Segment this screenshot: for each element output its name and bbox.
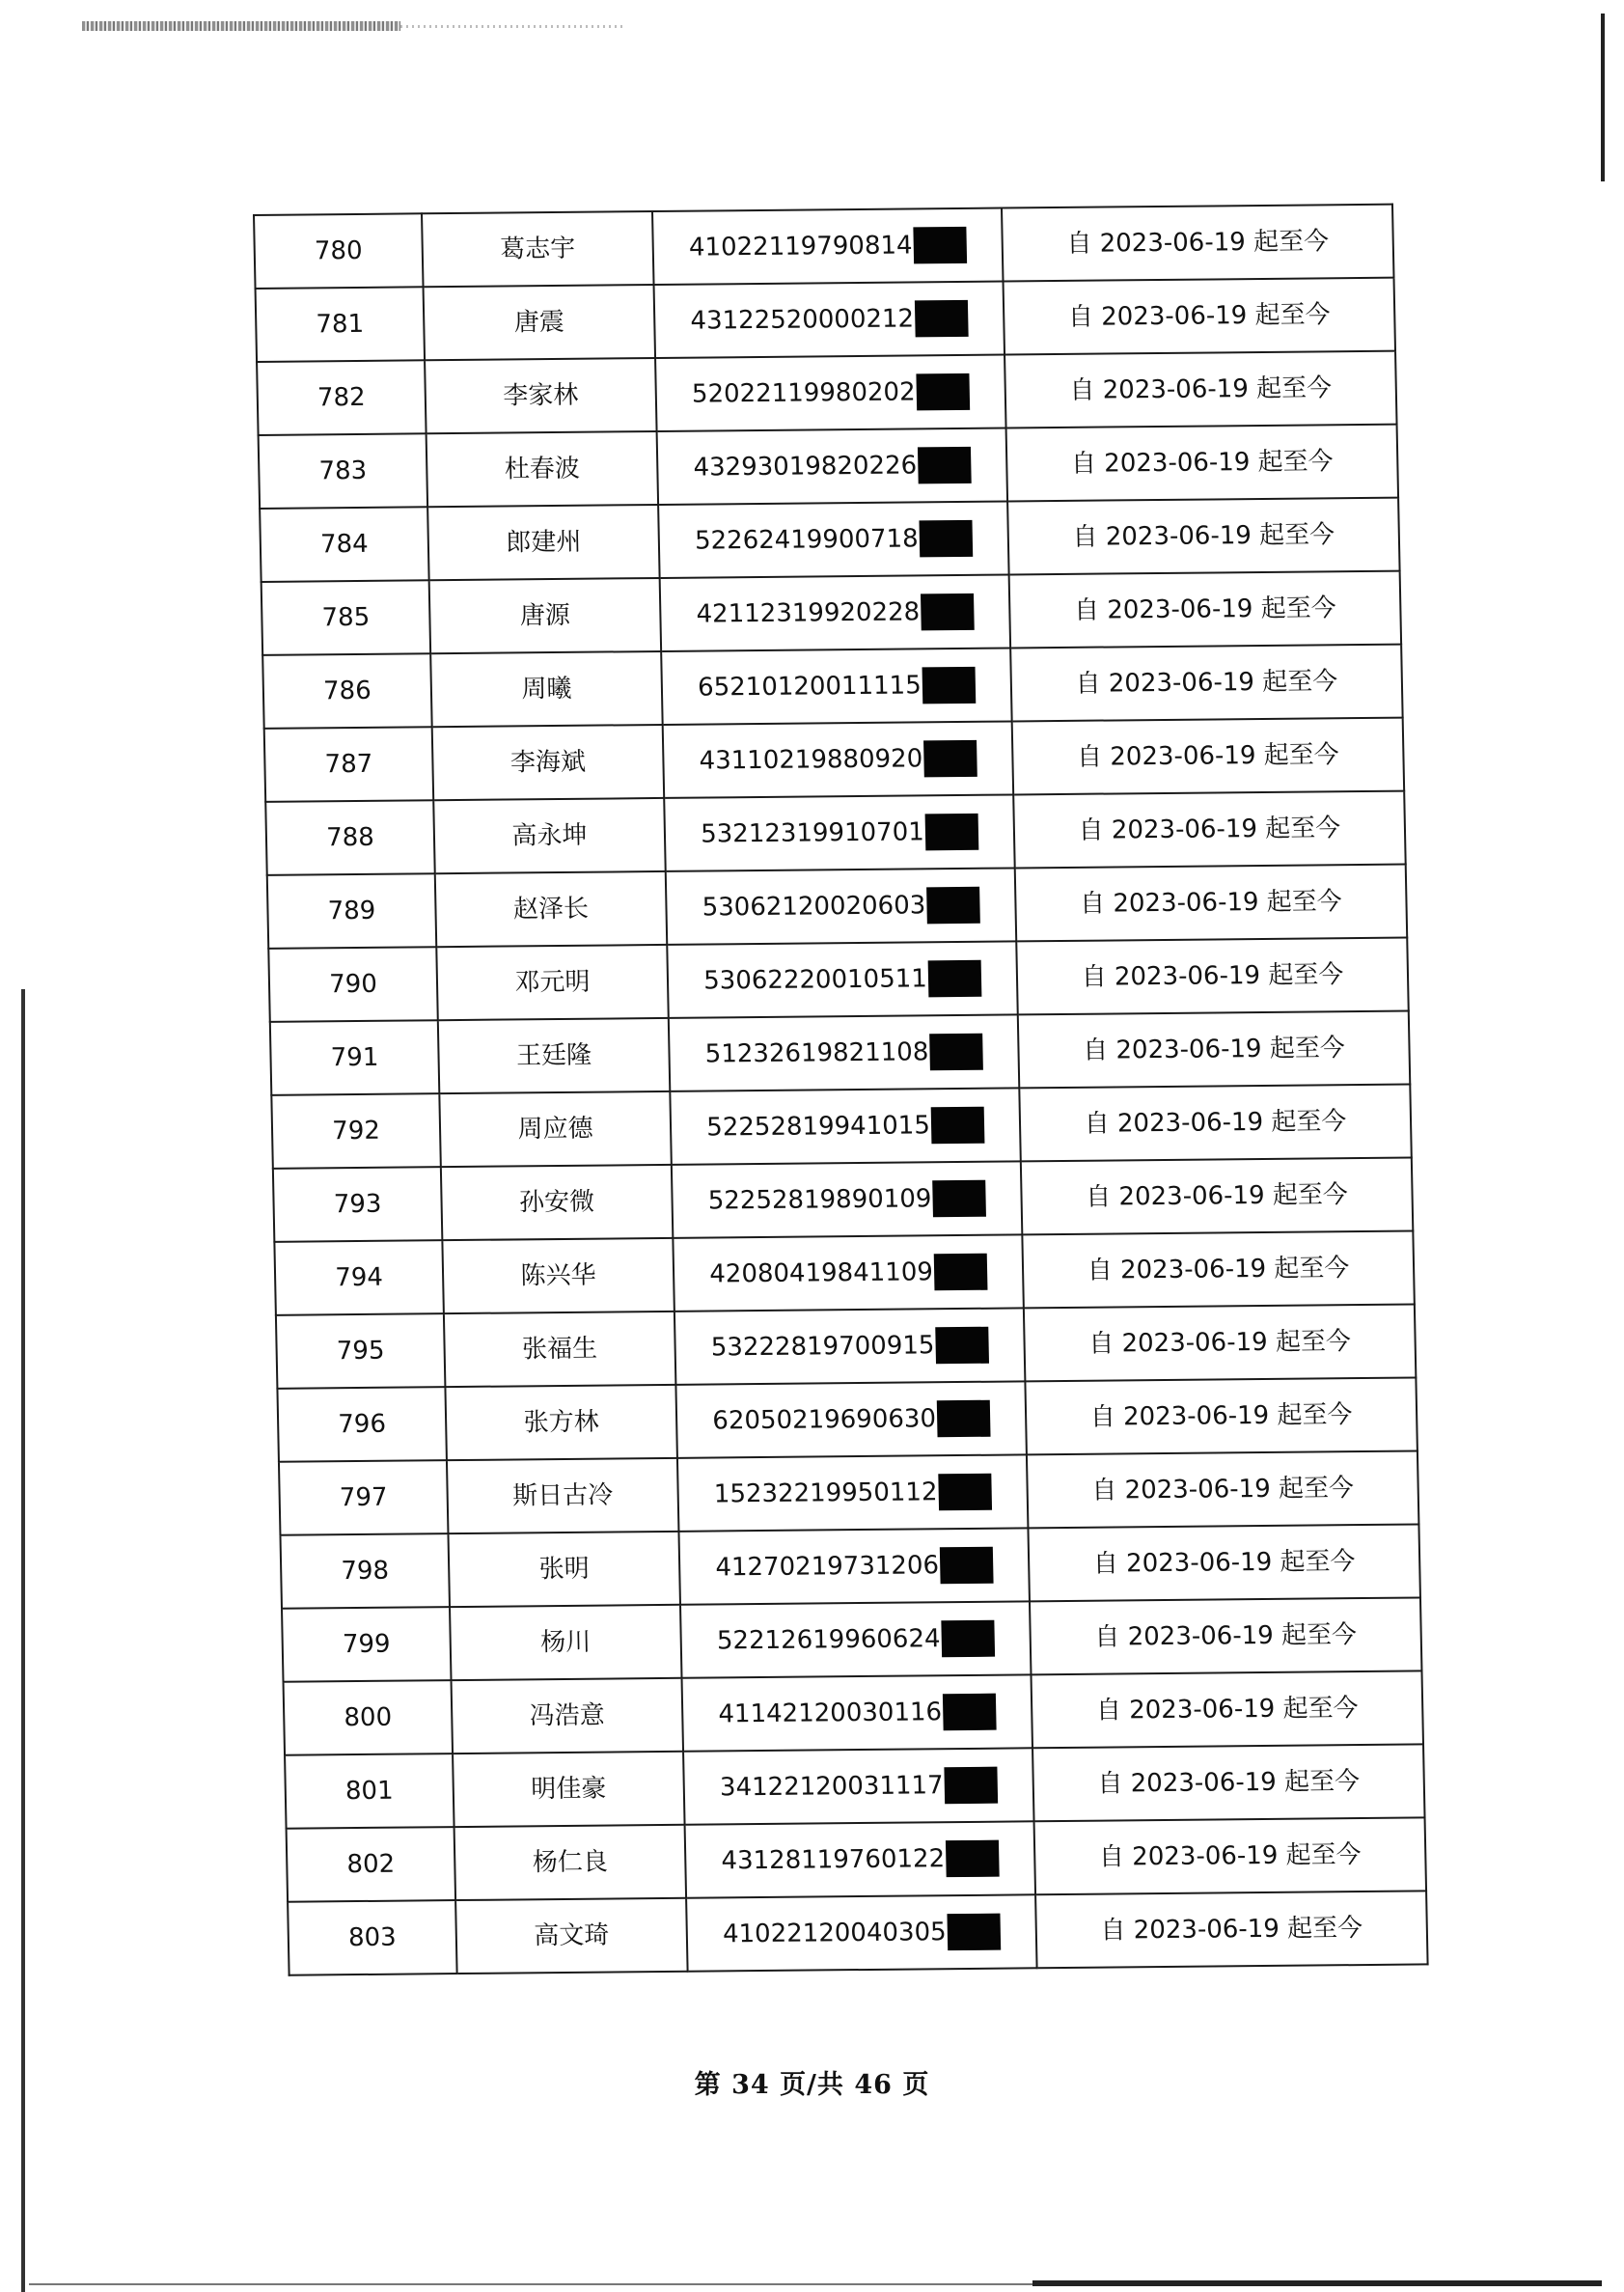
id-number-group [720,1767,998,1807]
footer-prefix: 第 [694,2070,722,2100]
id-number-group [707,1180,985,1220]
id-number-cell [667,941,1018,1017]
id-number-cell [677,1454,1029,1531]
id-number-group [702,887,979,926]
id-number-cell [678,1528,1030,1604]
table-row [267,865,1407,949]
id-number-cell [683,1748,1034,1824]
name-cell: 张明 [448,1532,680,1607]
id-number-visible: 52252819890109 [707,1184,932,1216]
id-number-cell [670,1088,1021,1164]
row-number-cell: 799 [282,1607,452,1682]
name-cell: 斯日古冷 [447,1458,679,1533]
roster-table-body [254,205,1428,1975]
redaction-block [947,1914,1001,1951]
redaction-block [944,1767,998,1805]
id-number-group [714,1474,992,1513]
row-number-cell: 784 [260,507,429,582]
id-number-group [718,1694,996,1733]
row-number-cell: 788 [265,800,435,875]
roster-table-wrapper [253,204,1419,1976]
id-number-cell [663,721,1014,797]
table-row [285,1744,1424,1828]
period-cell: 自 2023-06-19 起至今 [1032,1744,1425,1821]
id-number-group [692,373,970,413]
id-number-cell [669,1014,1020,1091]
redaction-block [927,960,981,998]
id-number-cell [660,574,1011,650]
id-number-cell [674,1308,1026,1384]
scan-edge-bottom [1032,2280,1602,2286]
footer-middle: 页/共 [780,2070,844,2100]
id-number-cell [682,1674,1033,1751]
id-number-group [721,1840,999,1880]
period-cell: 自 2023-06-19 起至今 [1031,1671,1423,1748]
id-number-group [706,1107,984,1146]
table-row [282,1597,1421,1681]
row-number-cell: 798 [280,1533,450,1609]
name-cell: 唐源 [429,578,662,653]
id-number-group [693,447,971,486]
redaction-block [916,373,970,411]
id-number-cell [673,1234,1024,1311]
table-row [260,498,1399,582]
id-number-cell [686,1894,1037,1971]
redaction-block [919,520,973,558]
row-number-cell: 795 [276,1313,446,1389]
period-cell: 自 2023-06-19 起至今 [1012,718,1405,795]
id-number-visible: 41022120040305 [722,1918,947,1949]
id-number-cell [654,282,1005,358]
id-number-cell [658,502,1009,578]
id-number-visible: 41142120030116 [718,1698,943,1729]
id-number-cell [664,794,1015,870]
name-cell: 杨川 [450,1605,682,1680]
table-row [256,278,1395,362]
id-number-group [699,740,977,780]
id-number-cell [685,1821,1036,1897]
id-number-cell [675,1381,1027,1457]
id-number-group [696,594,974,633]
name-cell: 杜春波 [427,431,659,507]
name-cell: 杨仁良 [454,1825,687,1900]
redaction-block [913,227,967,264]
scan-artifact-top [82,21,400,31]
id-number-visible: 42080419841109 [709,1257,934,1289]
period-cell: 自 2023-06-19 起至今 [1034,1817,1427,1894]
redaction-block [929,1034,983,1071]
redaction-block [932,1180,986,1218]
id-number-cell [661,648,1012,724]
id-number-visible: 43128119760122 [721,1844,946,1876]
roster-table [253,204,1429,1976]
id-number-cell [652,208,1004,285]
name-cell: 王廷隆 [438,1018,671,1093]
name-cell: 陈兴华 [442,1238,674,1313]
id-number-visible: 41270219731206 [715,1551,940,1583]
redaction-block [926,887,980,925]
id-number-visible: 53062120020603 [702,891,926,923]
period-cell: 自 2023-06-19 起至今 [1007,498,1400,575]
id-number-visible: 53222819700915 [710,1331,935,1363]
period-cell: 自 2023-06-19 起至今 [1028,1524,1420,1601]
name-cell: 张福生 [444,1312,676,1387]
row-number-cell: 794 [274,1240,444,1315]
footer-total-pages: 46 [854,2070,893,2100]
redaction-block [915,300,969,338]
period-cell: 自 2023-06-19 起至今 [1005,351,1397,428]
name-cell: 张方林 [445,1385,677,1460]
footer-current-page: 34 [731,2070,770,2100]
id-number-group [689,227,967,266]
row-number-cell: 791 [270,1020,440,1095]
table-row [262,645,1402,729]
id-number-group [709,1254,987,1293]
row-number-cell: 790 [268,947,438,1022]
id-number-cell [666,868,1017,944]
name-cell: 李海斌 [432,725,665,800]
id-number-group [710,1327,988,1367]
table-row [274,1231,1414,1315]
row-number-cell: 783 [259,433,428,509]
scan-edge-right [1601,14,1605,181]
table-row [254,205,1393,289]
period-cell: 自 2023-06-19 起至今 [1030,1597,1422,1674]
scan-artifact-top-faint [400,25,622,28]
id-number-visible: 15232219950112 [713,1477,938,1509]
page-number-footer [0,2063,1624,2101]
table-row [270,1011,1410,1095]
redaction-block [918,447,972,484]
period-cell: 自 2023-06-19 起至今 [1002,205,1394,282]
row-number-cell: 801 [285,1754,454,1829]
redaction-block [937,1400,991,1438]
period-cell: 自 2023-06-19 起至今 [1024,1304,1417,1381]
redaction-block [923,740,977,778]
id-number-visible: 52252819941015 [705,1111,931,1143]
row-number-cell: 800 [284,1680,454,1755]
id-number-group [701,814,978,853]
id-number-visible: 52022119980202 [691,377,916,409]
redaction-block [935,1327,989,1365]
redaction-block [938,1474,992,1511]
period-cell: 自 2023-06-19 起至今 [1010,645,1403,722]
period-cell: 自 2023-06-19 起至今 [1025,1377,1418,1454]
name-cell: 葛志宇 [422,211,654,287]
period-cell: 自 2023-06-19 起至今 [1018,1011,1411,1089]
id-number-visible: 62050219690630 [712,1404,937,1436]
row-number-cell: 781 [256,287,426,362]
period-cell: 自 2023-06-19 起至今 [1006,425,1399,502]
id-number-visible: 51232619821108 [704,1037,929,1069]
table-row [273,1158,1413,1242]
row-number-cell: 785 [261,580,431,655]
id-number-cell [655,355,1006,431]
id-number-visible: 65210120011115 [697,671,922,703]
id-number-cell [680,1601,1032,1677]
table-row [280,1524,1419,1608]
row-number-cell: 802 [287,1827,456,1902]
redaction-block [934,1254,988,1291]
row-number-cell: 782 [257,360,427,435]
id-number-visible: 43122520000212 [690,304,915,336]
name-cell: 周应德 [439,1091,672,1167]
table-row [279,1450,1418,1534]
period-cell: 自 2023-06-19 起至今 [1016,938,1409,1015]
row-number-cell: 787 [264,727,434,802]
id-number-group [695,520,973,560]
id-number-visible: 53062220010511 [702,964,928,996]
period-cell: 自 2023-06-19 起至今 [1004,278,1396,355]
id-number-visible: 41022119790814 [688,231,913,262]
name-cell: 赵泽长 [435,871,668,947]
id-number-group [712,1400,990,1440]
period-cell: 自 2023-06-19 起至今 [1035,1891,1428,1968]
name-cell: 周曦 [430,651,663,727]
redaction-block [946,1840,1000,1878]
table-row [284,1671,1423,1754]
period-cell: 自 2023-06-19 起至今 [1022,1231,1415,1309]
id-number-group [723,1914,1001,1953]
id-number-cell [657,428,1008,505]
table-row [287,1817,1426,1901]
row-number-cell: 796 [277,1387,447,1462]
row-number-cell: 803 [288,1900,457,1975]
name-cell: 高永坤 [433,798,666,873]
id-number-visible: 53212319910701 [700,817,925,849]
table-row [277,1377,1417,1461]
table-row [288,1891,1427,1974]
name-cell: 冯浩意 [452,1678,684,1754]
row-number-cell: 786 [262,653,432,729]
row-number-cell: 789 [267,873,437,949]
table-row [257,351,1396,435]
id-number-group [690,300,968,340]
redaction-block [943,1694,997,1731]
period-cell: 自 2023-06-19 起至今 [1009,571,1402,649]
name-cell: 孙安微 [441,1165,674,1240]
id-number-group [703,960,981,1000]
table-row [259,425,1398,509]
table-row [261,571,1401,655]
scan-edge-bottom-thin [29,2283,1032,2285]
id-number-visible: 52262419900718 [694,524,919,556]
name-cell: 郎建州 [427,505,660,580]
name-cell: 李家林 [425,358,657,433]
period-cell: 自 2023-06-19 起至今 [1013,791,1406,869]
row-number-cell: 793 [273,1167,443,1242]
id-number-group [717,1620,995,1660]
id-number-visible: 42112319920228 [696,597,921,629]
id-number-cell [672,1161,1023,1237]
name-cell: 高文琦 [455,1898,688,1974]
id-number-visible: 34122120031117 [719,1771,944,1803]
id-number-visible: 52212619960624 [716,1624,941,1656]
period-cell: 自 2023-06-19 起至今 [1021,1158,1414,1235]
row-number-cell: 792 [271,1093,441,1169]
period-cell: 自 2023-06-19 起至今 [1015,865,1408,942]
id-number-visible: 43110219880920 [699,744,923,776]
id-number-group [698,667,976,706]
id-number-group [704,1034,982,1073]
period-cell: 自 2023-06-19 起至今 [1019,1085,1412,1162]
footer-suffix: 页 [902,2070,930,2100]
id-number-visible: 43293019820226 [693,451,918,483]
row-number-cell: 797 [279,1460,449,1535]
redaction-block [930,1107,984,1145]
table-row [264,718,1404,802]
redaction-block [941,1620,995,1658]
name-cell: 明佳豪 [453,1752,685,1827]
redaction-block [921,594,975,631]
table-row [276,1304,1416,1388]
name-cell: 邓元明 [436,945,669,1020]
table-row [268,938,1408,1022]
period-cell: 自 2023-06-19 起至今 [1027,1450,1419,1528]
table-row [265,791,1405,875]
table-row [271,1085,1411,1169]
row-number-cell: 780 [254,213,424,289]
redaction-block [924,814,978,851]
id-number-group [715,1547,993,1587]
redaction-block [922,667,976,704]
redaction-block [940,1547,994,1585]
name-cell: 唐震 [424,285,656,360]
